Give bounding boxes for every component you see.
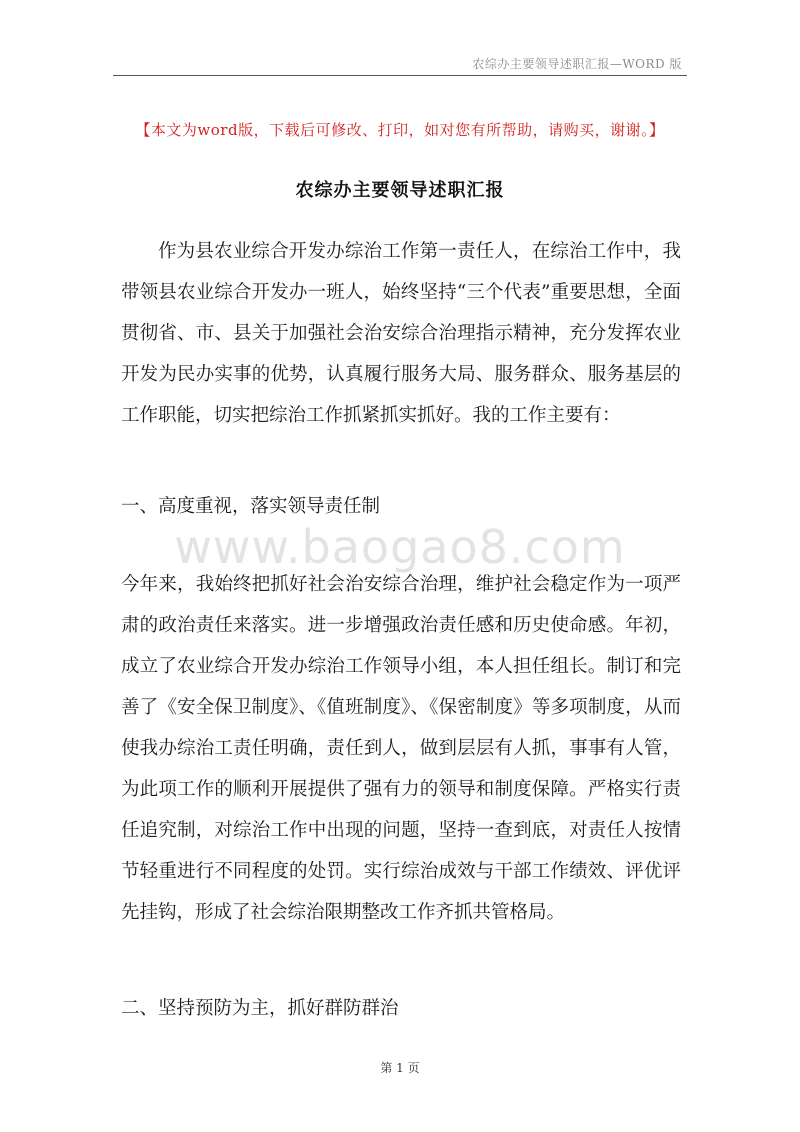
purchase-notice: 【本文为word版，下载后可修改、打印，如对您有所帮助，请购买，谢谢。】 — [135, 121, 665, 139]
running-header: 农综办主要领导述职汇报—WORD 版 — [472, 57, 682, 71]
section-1-heading: 一、高度重视，落实领导责任制 — [121, 496, 381, 517]
page-number: 第 1 页 — [380, 1061, 420, 1075]
section-2-heading: 二、坚持预防为主，抓好群防群治 — [121, 998, 399, 1019]
intro-paragraph: 作为县农业综合开发办综治工作第一责任人，在综治工作中，我带领县农业综合开发办一班人，始终坚持“三个代表”重要思想，全面贯彻省、市、县关于加强社会治安综合治理指示精神，充分发挥农业开发为民办实事的优势，认真履行服务大局、服务群众、服务基层的工作职能，切实把综治工作抓紧抓实抓好。我的工作主要有： — [121, 241, 681, 426]
header-divider — [113, 75, 687, 76]
watermark: www.baogao8.com — [174, 520, 626, 574]
document-title: 农综办主要领导述职汇报 — [295, 180, 505, 201]
section-1-paragraph: 今年来，我始终把抓好社会治安综合治理，维护社会稳定作为一项严肃的政治责任来落实。进一步增强政治责任感和历史使命感。年初，成立了农业综合开发办综治工作领导小组，本人担任组长。制订和完善了《安全保卫制度》、《值班制度》、《保密制度》等多项制度，从而使我办综治工责任明确，责任到人，做到层层有人抓，事事有人管，为此项工作的顺利开展提供了强有力的领导和制度保障。严格实行责任追究制，对综治工作中出现的问题，坚持一查到底，对责任人按情节轻重进行不同程度的处罚。实行综治成效与干部工作绩效、评优评先挂钩，形成了社会综治限期整改工作齐抓共管格局。 — [121, 574, 681, 923]
